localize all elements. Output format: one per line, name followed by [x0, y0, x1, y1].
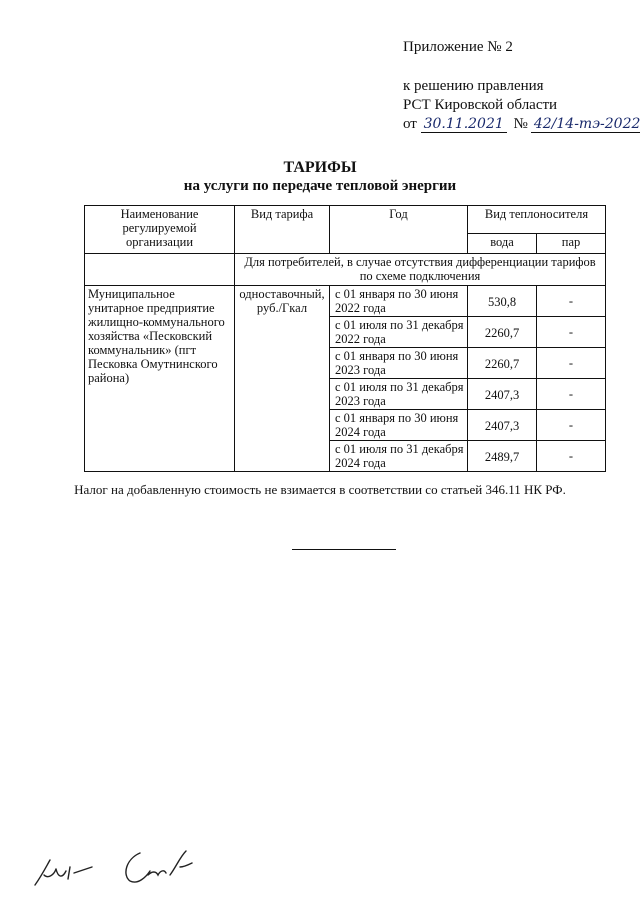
- tariff-table: [84, 205, 606, 472]
- organization-name: Муниципальное унитарное предприятие жилищно-коммунального хозяйства «Песковский коммунальник» (пгт Песковка Омутнинского района): [85, 286, 235, 472]
- handwritten-initials: [30, 845, 210, 895]
- water-value: 2489,7: [468, 441, 537, 472]
- period-cell: с 01 января по 30 июня 2023 года: [330, 348, 468, 379]
- title-sub: на услуги по передаче тепловой энергии: [183, 178, 457, 194]
- header-year: Год: [330, 206, 468, 254]
- header-organization: Наименование регулируемой организации: [85, 206, 235, 254]
- steam-value: -: [537, 317, 606, 348]
- water-value: 2260,7: [468, 348, 537, 379]
- number-prefix: №: [513, 116, 528, 132]
- vat-note: Налог на добавленную стоимость не взимается в соответствии со статьей 346.11 НК РФ.: [74, 482, 566, 497]
- header-tariff-type: Вид тарифа: [235, 206, 330, 254]
- water-value: 530,8: [468, 286, 537, 317]
- steam-value: -: [537, 348, 606, 379]
- title-main: ТАРИФЫ: [283, 159, 357, 176]
- period-cell: с 01 июля по 31 декабря 2022 года: [330, 317, 468, 348]
- table-row: [85, 286, 606, 317]
- consumers-row: [85, 254, 606, 286]
- steam-value: -: [537, 286, 606, 317]
- period-cell: с 01 июля по 31 декабря 2024 года: [330, 441, 468, 472]
- decision-line-2: РСТ Кировской области: [403, 97, 558, 113]
- tariff-type: одноставочный, руб./Гкал: [235, 286, 330, 472]
- header-steam: пар: [537, 234, 606, 254]
- steam-value: -: [537, 379, 606, 410]
- decision-line-1: к решению правления: [403, 78, 544, 94]
- consumers-note: Для потребителей, в случае отсутствия дифференциации тарифов по схеме подключения: [235, 254, 606, 286]
- appendix-header: [403, 38, 640, 134]
- decision-date-line: [403, 115, 640, 134]
- period-cell: с 01 января по 30 июня 2024 года: [330, 410, 468, 441]
- steam-value: -: [537, 410, 606, 441]
- decision-number: 42/14-тэ-2022: [531, 116, 640, 133]
- date-prefix: от: [403, 116, 417, 132]
- water-value: 2260,7: [468, 317, 537, 348]
- period-cell: с 01 января по 30 июня 2022 года: [330, 286, 468, 317]
- header-water: вода: [468, 234, 537, 254]
- water-value: 2407,3: [468, 379, 537, 410]
- appendix-label: Приложение № 2: [403, 39, 513, 55]
- table-header-row: [85, 206, 606, 234]
- document-title: [0, 158, 640, 196]
- divider-line: [292, 549, 396, 550]
- decision-date: 30.11.2021: [421, 116, 507, 133]
- header-heat-carrier: Вид теплоносителя: [468, 206, 606, 234]
- period-cell: с 01 июля по 31 декабря 2023 года: [330, 379, 468, 410]
- steam-value: -: [537, 441, 606, 472]
- water-value: 2407,3: [468, 410, 537, 441]
